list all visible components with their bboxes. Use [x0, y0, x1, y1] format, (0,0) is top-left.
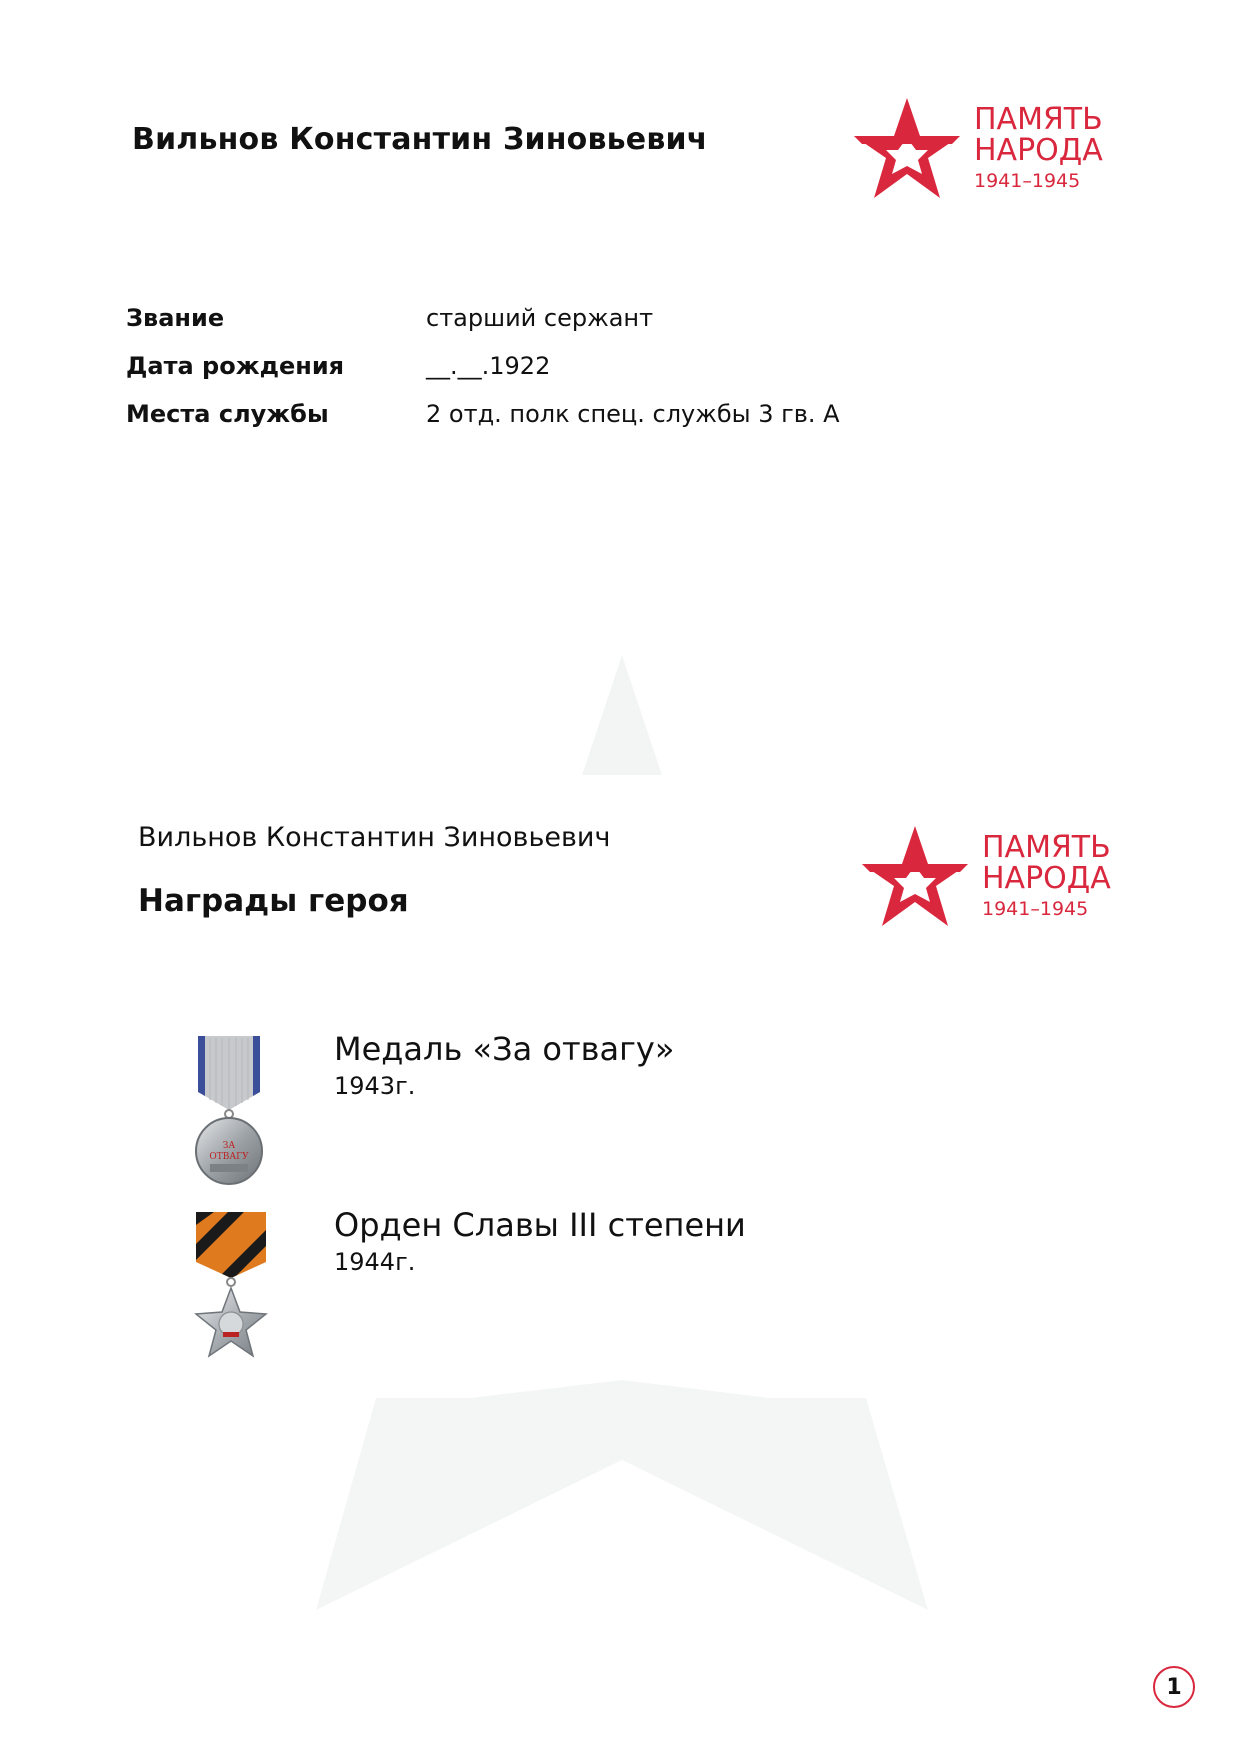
- award-year-2: 1944г.: [334, 1248, 416, 1276]
- service-place-label: Места службы: [126, 400, 329, 428]
- logo-line-2: НАРОДА: [982, 861, 1111, 896]
- award-title-2: Орден Славы III степени: [334, 1206, 746, 1244]
- logo-line-3: 1941–1945: [974, 170, 1081, 192]
- award-year-1: 1943г.: [334, 1072, 416, 1100]
- order-of-glory-icon: [188, 1212, 274, 1362]
- rank-value: старший сержант: [426, 304, 654, 332]
- medal-for-courage-icon: [186, 1036, 272, 1186]
- svg-text:ОТВАГУ: ОТВАГУ: [209, 1152, 249, 1162]
- rank-label: Звание: [126, 304, 225, 332]
- birth-date-label: Дата рождения: [126, 352, 345, 380]
- logo-line-1: ПАМЯТЬ: [982, 830, 1111, 865]
- logo-line-2: НАРОДА: [974, 133, 1103, 168]
- pamyat-naroda-logo: [852, 94, 1142, 204]
- svg-text:ЗА: ЗА: [222, 1141, 236, 1151]
- birth-date-value: __.__.1922: [426, 352, 551, 380]
- pamyat-naroda-logo-2: [860, 822, 1150, 932]
- red-star-icon: [852, 94, 962, 204]
- logo-line-3: 1941–1945: [982, 898, 1089, 920]
- awards-hero-name: Вильнов Константин Зиновьевич: [138, 822, 611, 853]
- red-star-icon: [860, 822, 970, 932]
- hero-name: Вильнов Константин Зиновьевич: [132, 122, 708, 157]
- service-place-value: 2 отд. полк спец. службы 3 гв. А: [426, 400, 840, 428]
- awards-title: Награды героя: [138, 883, 409, 919]
- logo-line-1: ПАМЯТЬ: [974, 102, 1103, 137]
- award-title-1: Медаль «За отвагу»: [334, 1030, 675, 1068]
- page-number: 1: [1153, 1666, 1195, 1708]
